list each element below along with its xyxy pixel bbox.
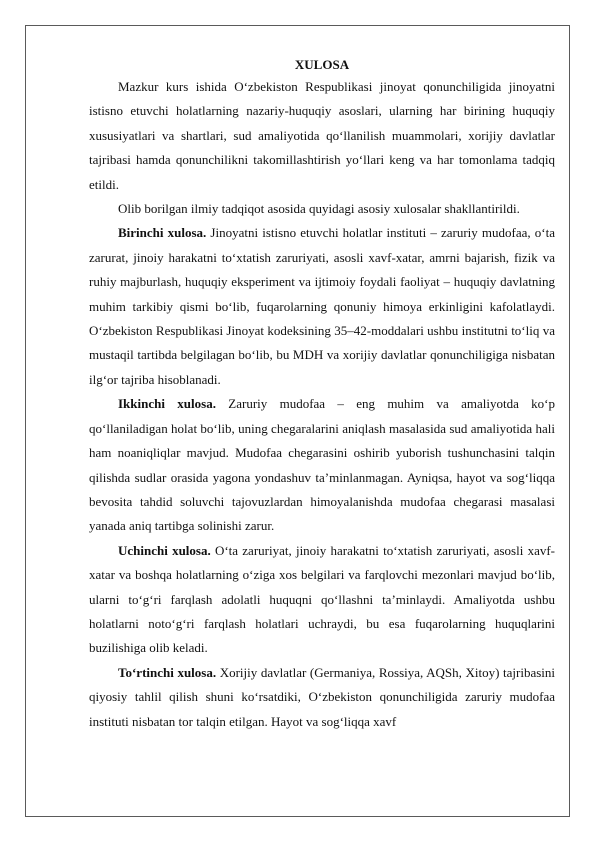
document-title: XULOSA — [294, 57, 350, 72]
paragraph-first-conclusion — [89, 221, 555, 392]
paragraph-text: Xorijiy davlatlar (Germaniya, Rossiya, AQSh, Xitoy) tajribasini qiyosiy tahlil qilish shuni ko‘rsatdiki, O‘zbekiston qonunchiligida zaruriy mudofaa instituti nisbatan tor talqin etilgan. Hayot va sog‘liqqa xavf — [89, 664, 555, 729]
document-body — [89, 55, 555, 734]
paragraph-second-conclusion — [89, 392, 555, 538]
paragraph-lead: Uchinchi xulosa. — [118, 542, 211, 558]
paragraph-intro — [89, 75, 555, 197]
paragraph-lead: Ikkinchi xulosa. — [118, 396, 216, 412]
paragraph-text: Zaruriy mudofaa – eng muhim va amaliyotda ko‘p qo‘llaniladigan holat bo‘lib, uning chegaralarini aniqlash masalasida sud amaliyotida hali ham noaniqliqlar mavjud. Mudofaa chegarasini oshirib yuborish tushunchasini talqin qilishda sudlar orasida yagona yondashuv ta’minlanmagan. Ayniqsa, hayot va sog‘liqqa bevosita tahdid soluvchi tajovuzlardan himoyalanishda mudofaa chegarasi masalasi yanada aniq tartibga solinishi zarur. — [89, 396, 555, 534]
paragraph-third-conclusion — [89, 539, 555, 661]
paragraph-text: Jinoyatni istisno etuvchi holatlar instituti – zaruriy mudofaa, o‘ta zarurat, jinoiy harakatni to‘xtatish zaruriyati, asosli xavf-xatar, amrni bajarish, fizik va ruhiy majburlash, huquqiy eksperiment va ijtimoiy foydali faoliyat – huquqiy davlatning muhim tarkibiy qismi bo‘lib, fuqarolarning qonuniy himoya erkinligini kafolatlaydi. O‘zbekiston Respublikasi Jinoyat kodeksining 35–42-moddalari ushbu institutni to‘liq va mustaqil tartibda belgilagan bo‘lib, bu MDH va xorijiy davlatlar qonunchiligiga nisbatan ilg‘or tajriba hisoblanadi. — [89, 225, 555, 387]
paragraph-fourth-conclusion — [89, 661, 555, 734]
paragraph-text: Olib borilgan ilmiy tadqiqot asosida quyidagi asosiy xulosalar shakllantirildi. — [118, 201, 520, 217]
paragraph-lead: To‘rtinchi xulosa. — [118, 664, 217, 680]
paragraph-text: Mazkur kurs ishida O‘zbekiston Respublikasi jinoyat qonunchiligida jinoyatni istisno etuvchi holatlarning nazariy-huquqiy asoslari, ularning har birining huquqiy xususiyatlari va shartlari, sud amaliyotida qo‘llanilish muammolari, xorijiy davlatlar tajribasi hamda qonunchilikni takomillashtirish yo‘llari keng va har tomonlama tadqiq etildi. — [89, 79, 555, 192]
paragraph-text: O‘ta zaruriyat, jinoiy harakatni to‘xtatish zaruriyati, asosli xavf-xatar va boshqa holatlarning o‘ziga xos belgilari va farqlovchi mezonlari mavjud bo‘lib, ularni to‘g‘ri farqlash adolatli huquqni qo‘llashni ta’minlaydi. Amaliyotda ushbu holatlarni noto‘g‘ri farqlash holatlari uchraydi, bu esa fuqarolarning huquqlarini buzilishiga olib keladi. — [89, 542, 555, 656]
paragraph-lead: Birinchi xulosa. — [118, 225, 207, 241]
paragraph-conclusions-intro — [89, 197, 555, 221]
